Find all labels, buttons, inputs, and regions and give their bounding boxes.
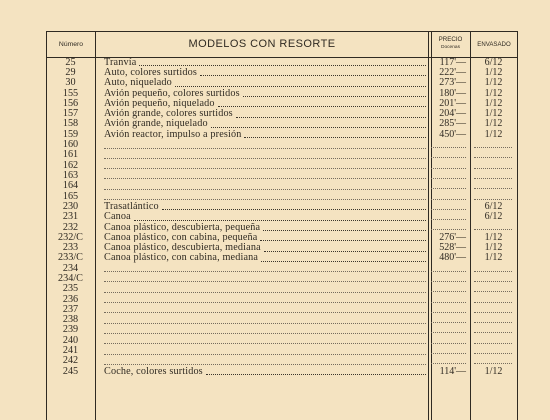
price-cell [428, 366, 470, 376]
packaging-blank-line [474, 188, 512, 189]
model-number: 161 [62, 149, 79, 160]
price-value: 273'— [439, 77, 466, 88]
leader-dots [104, 157, 426, 159]
table-row [46, 88, 517, 98]
packaging-cell [470, 212, 517, 222]
leader-dots [260, 239, 426, 241]
table-row [46, 242, 517, 252]
leader-dots [263, 229, 426, 231]
model-description-cell [104, 325, 428, 335]
price-cell [428, 315, 470, 325]
price-blank-line [431, 209, 466, 210]
model-description-cell [104, 315, 428, 325]
model-description-cell [104, 304, 428, 314]
price-cell [428, 191, 470, 201]
model-number: 245 [62, 366, 79, 377]
price-cell [428, 57, 470, 67]
price-cell [428, 294, 470, 304]
model-number: 238 [62, 314, 79, 325]
model-number: 165 [62, 190, 79, 202]
model-description-cell [104, 129, 428, 139]
price-cell [428, 325, 470, 335]
model-description-cell [104, 181, 428, 191]
packaging-cell [470, 356, 517, 366]
packaging-cell [470, 294, 517, 304]
packaging-cell [470, 88, 517, 98]
leader-dots [243, 95, 426, 97]
packaging-value: 1/12 [484, 67, 503, 78]
table-row [46, 170, 517, 180]
model-description-cell [104, 232, 428, 242]
price-cell [428, 253, 470, 263]
price-blank-line [431, 178, 466, 179]
packaging-value: 1/12 [484, 118, 503, 130]
model-number: 156 [62, 98, 79, 109]
table-row [46, 294, 517, 304]
packaging-cell [470, 366, 517, 376]
packaging-cell [470, 160, 517, 170]
price-cell [428, 98, 470, 108]
model-description: Tranvía [104, 57, 137, 68]
model-description-cell [104, 67, 428, 77]
table-row [46, 181, 517, 191]
packaging-blank-line [474, 178, 512, 179]
packaging-blank-line [474, 332, 512, 333]
price-cell [428, 273, 470, 283]
packaging-cell [470, 170, 517, 180]
number-header: Número [58, 40, 84, 48]
packaging-cell [470, 232, 517, 242]
price-blank-line [431, 168, 466, 169]
packaging-cell [470, 263, 517, 273]
model-description-cell [104, 366, 428, 376]
leader-dots [104, 167, 426, 169]
model-number: 231 [62, 211, 79, 222]
price-value: 528'— [439, 242, 466, 253]
leader-dots [244, 136, 426, 138]
price-cell [428, 304, 470, 314]
price-blank-line [431, 229, 466, 230]
model-description-cell [104, 273, 428, 283]
leader-dots [104, 363, 426, 365]
packaging-cell [470, 67, 517, 77]
price-cell [428, 263, 470, 273]
model-number: 157 [62, 108, 79, 119]
price-cell [428, 119, 470, 129]
model-number: 234/C [58, 273, 83, 284]
packaging-value: 6/12 [484, 211, 503, 222]
price-cell [428, 284, 470, 294]
price-blank-line [431, 188, 466, 189]
model-number: 242 [62, 355, 79, 366]
model-description-cell [104, 284, 428, 294]
model-description-cell [104, 160, 428, 170]
model-number: 164 [62, 180, 79, 191]
packaging-value: 1/12 [484, 108, 503, 119]
packaging-blank-line [474, 363, 512, 364]
model-description: Avión pequeño, colores surtidos [104, 87, 240, 99]
packaging-value: 6/12 [484, 57, 503, 68]
price-cell [428, 201, 470, 211]
price-header-subtitle: Docenas [441, 45, 460, 50]
price-cell [428, 242, 470, 252]
price-blank-line [431, 312, 466, 313]
model-description: Auto, niquelado [104, 77, 172, 88]
model-number: 233 [62, 242, 79, 253]
packaging-cell [470, 57, 517, 67]
model-description-cell [104, 108, 428, 118]
model-description-cell [104, 57, 428, 67]
price-cell [428, 78, 470, 88]
table-row [46, 345, 517, 355]
model-number: 232/C [58, 232, 83, 243]
model-header: MODELOS CON RESORTE [188, 38, 336, 50]
leader-dots [104, 270, 426, 272]
model-number: 240 [62, 335, 79, 346]
leader-dots [218, 105, 426, 107]
packaging-value: 1/12 [484, 129, 503, 140]
price-cell [428, 181, 470, 191]
price-cell [428, 356, 470, 366]
model-number: 159 [62, 129, 79, 140]
price-value: 276'— [439, 232, 466, 243]
table-row [46, 212, 517, 222]
model-description-cell [104, 191, 428, 201]
model-description-cell [104, 356, 428, 366]
table-row [46, 315, 517, 325]
model-description-cell [104, 335, 428, 345]
table-row [46, 304, 517, 314]
price-blank-line [431, 147, 466, 148]
model-number: 25 [65, 57, 76, 68]
packaging-blank-line [474, 229, 512, 230]
packaging-cell [470, 119, 517, 129]
packaging-cell [470, 150, 517, 160]
price-cell [428, 345, 470, 355]
packaging-blank-line [474, 157, 512, 158]
packaging-cell [470, 335, 517, 345]
table-row [46, 191, 517, 201]
table-row [46, 150, 517, 160]
leader-dots [104, 198, 426, 200]
model-number: 230 [62, 201, 79, 212]
packaging-cell [470, 181, 517, 191]
packaging-blank-line [474, 302, 512, 303]
model-description: Avión grande, niquelado [104, 118, 208, 130]
price-blank-line [431, 363, 466, 364]
table-row [46, 57, 517, 67]
packaging-value: 1/12 [484, 242, 503, 253]
price-header [431, 31, 470, 57]
price-blank-line [431, 219, 466, 220]
model-description-cell [104, 201, 428, 211]
model-description: Avión pequeño, niquelado [104, 98, 215, 109]
packaging-cell [470, 139, 517, 149]
model-number: 233/C [58, 252, 83, 264]
table-row [46, 366, 517, 376]
model-description: Avión grande, colores surtidos [104, 108, 233, 119]
model-description-cell [104, 253, 428, 263]
leader-dots [104, 342, 426, 344]
leader-dots [104, 177, 426, 179]
price-cell [428, 232, 470, 242]
price-value: 117'— [439, 57, 466, 68]
packaging-blank-line [474, 147, 512, 148]
packaging-cell [470, 284, 517, 294]
model-description-cell [104, 78, 428, 88]
packaging-value: 1/12 [484, 252, 503, 264]
packaging-cell [470, 325, 517, 335]
table-row [46, 119, 517, 129]
right-border [517, 31, 518, 420]
model-description-cell [104, 88, 428, 98]
table-row [46, 160, 517, 170]
price-value: 450'— [439, 129, 466, 140]
model-number: 29 [65, 67, 76, 78]
leader-dots [139, 64, 426, 66]
price-cell [428, 335, 470, 345]
model-description: Coche, colores surtidos [104, 366, 203, 377]
leader-dots [104, 332, 426, 334]
leader-dots [175, 85, 426, 87]
leader-dots [104, 311, 426, 313]
model-number: 241 [62, 345, 79, 356]
model-number: 160 [62, 139, 79, 150]
model-number: 234 [62, 263, 79, 274]
model-number: 30 [65, 77, 76, 88]
model-description-cell [104, 222, 428, 232]
price-value: 201'— [439, 98, 466, 109]
model-description: Auto, colores surtidos [104, 67, 197, 78]
table-row [46, 67, 517, 77]
packaging-cell [470, 304, 517, 314]
leader-dots [200, 74, 426, 76]
price-cell [428, 108, 470, 118]
packaging-header: ENVASADO [477, 40, 511, 48]
packaging-cell [470, 315, 517, 325]
packaging-blank-line [474, 343, 512, 344]
packaging-value: 6/12 [484, 201, 503, 212]
table-row [46, 335, 517, 345]
price-cell [428, 212, 470, 222]
packaging-blank-line [474, 199, 512, 200]
model-description-cell [104, 263, 428, 273]
price-blank-line [431, 199, 466, 200]
packaging-cell [470, 242, 517, 252]
catalog-table [46, 57, 517, 376]
price-cell [428, 139, 470, 149]
model-description: Canoa [104, 211, 131, 222]
model-description-cell [104, 150, 428, 160]
table-row [46, 356, 517, 366]
leader-dots [236, 116, 426, 118]
price-cell [428, 160, 470, 170]
model-description-cell [104, 139, 428, 149]
leader-dots [211, 126, 426, 128]
table-row [46, 78, 517, 88]
packaging-value: 1/12 [484, 98, 503, 109]
packaging-blank-line [474, 281, 512, 282]
leader-dots [261, 260, 426, 262]
packaging-cell [470, 129, 517, 139]
model-description-cell [104, 242, 428, 252]
model-number: 155 [62, 87, 79, 99]
table-row [46, 222, 517, 232]
packaging-value: 1/12 [484, 366, 503, 377]
leader-dots [104, 291, 426, 293]
table-row [46, 325, 517, 335]
table-row [46, 98, 517, 108]
packaging-cell [470, 253, 517, 263]
packaging-cell [470, 108, 517, 118]
price-blank-line [431, 271, 466, 272]
leader-dots [134, 219, 426, 221]
price-cell [428, 222, 470, 232]
model-description: Canoa plástico, con cabina, mediana [104, 252, 259, 264]
price-cell [428, 88, 470, 98]
model-description-cell [104, 98, 428, 108]
price-value: 480'— [439, 252, 466, 264]
model-number: 237 [62, 304, 79, 315]
table-row [46, 129, 517, 139]
packaging-blank-line [474, 271, 512, 272]
table-row [46, 232, 517, 242]
packaging-cell [470, 98, 517, 108]
price-blank-line [431, 343, 466, 344]
price-cell [428, 170, 470, 180]
leader-dots [162, 208, 426, 210]
leader-dots [104, 188, 426, 190]
leader-dots [104, 322, 426, 324]
model-description: Canoa plástico, con cabina, pequeña [104, 232, 258, 243]
model-description-cell [104, 170, 428, 180]
packaging-blank-line [474, 312, 512, 313]
price-cell [428, 129, 470, 139]
price-value: 114'— [439, 366, 466, 377]
price-blank-line [431, 332, 466, 333]
packaging-cell [470, 78, 517, 88]
table-row [46, 253, 517, 263]
packaging-blank-line [474, 168, 512, 169]
model-number: 163 [62, 170, 79, 181]
packaging-blank-line [474, 353, 512, 354]
price-value: 180'— [439, 87, 466, 99]
packaging-value: 1/12 [484, 87, 503, 99]
table-row [46, 201, 517, 211]
model-number: 235 [62, 283, 79, 294]
packaging-blank-line [474, 322, 512, 323]
model-description: Trasatlántico [104, 201, 159, 212]
price-blank-line [431, 157, 466, 158]
leader-dots [104, 301, 426, 303]
table-row [46, 273, 517, 283]
price-cell [428, 150, 470, 160]
table-row [46, 284, 517, 294]
price-value: 222'— [439, 67, 466, 78]
table-row [46, 108, 517, 118]
packaging-blank-line [474, 291, 512, 292]
model-number: 158 [62, 118, 79, 130]
packaging-cell [470, 201, 517, 211]
table-row [46, 139, 517, 149]
packaging-value: 1/12 [484, 77, 503, 88]
price-cell [428, 67, 470, 77]
model-description: Canoa plástico, descubierta, mediana [104, 242, 261, 253]
price-blank-line [431, 281, 466, 282]
leader-dots [104, 147, 426, 149]
model-number: 236 [62, 293, 79, 305]
model-number: 232 [62, 221, 79, 233]
model-number: 162 [62, 159, 79, 171]
model-description-cell [104, 345, 428, 355]
price-blank-line [431, 291, 466, 292]
model-description-cell [104, 212, 428, 222]
model-description: Canoa plástico, descubierta, pequeña [104, 221, 261, 233]
leader-dots [104, 353, 426, 355]
model-description-cell [104, 294, 428, 304]
packaging-value: 1/12 [484, 232, 503, 243]
packaging-cell [470, 222, 517, 232]
model-description-cell [104, 119, 428, 129]
leader-dots [206, 373, 426, 375]
model-number: 239 [62, 324, 79, 336]
price-blank-line [431, 353, 466, 354]
price-value: 285'— [439, 118, 466, 130]
leader-dots [264, 250, 426, 252]
packaging-cell [470, 273, 517, 283]
table-row [46, 263, 517, 273]
price-value: 204'— [439, 108, 466, 119]
packaging-cell [470, 345, 517, 355]
price-blank-line [431, 302, 466, 303]
price-blank-line [431, 322, 466, 323]
leader-dots [104, 280, 426, 282]
packaging-cell [470, 191, 517, 201]
model-description: Avión reactor, impulso a presión [104, 129, 242, 140]
price-header-label: PRECIO [438, 36, 463, 43]
